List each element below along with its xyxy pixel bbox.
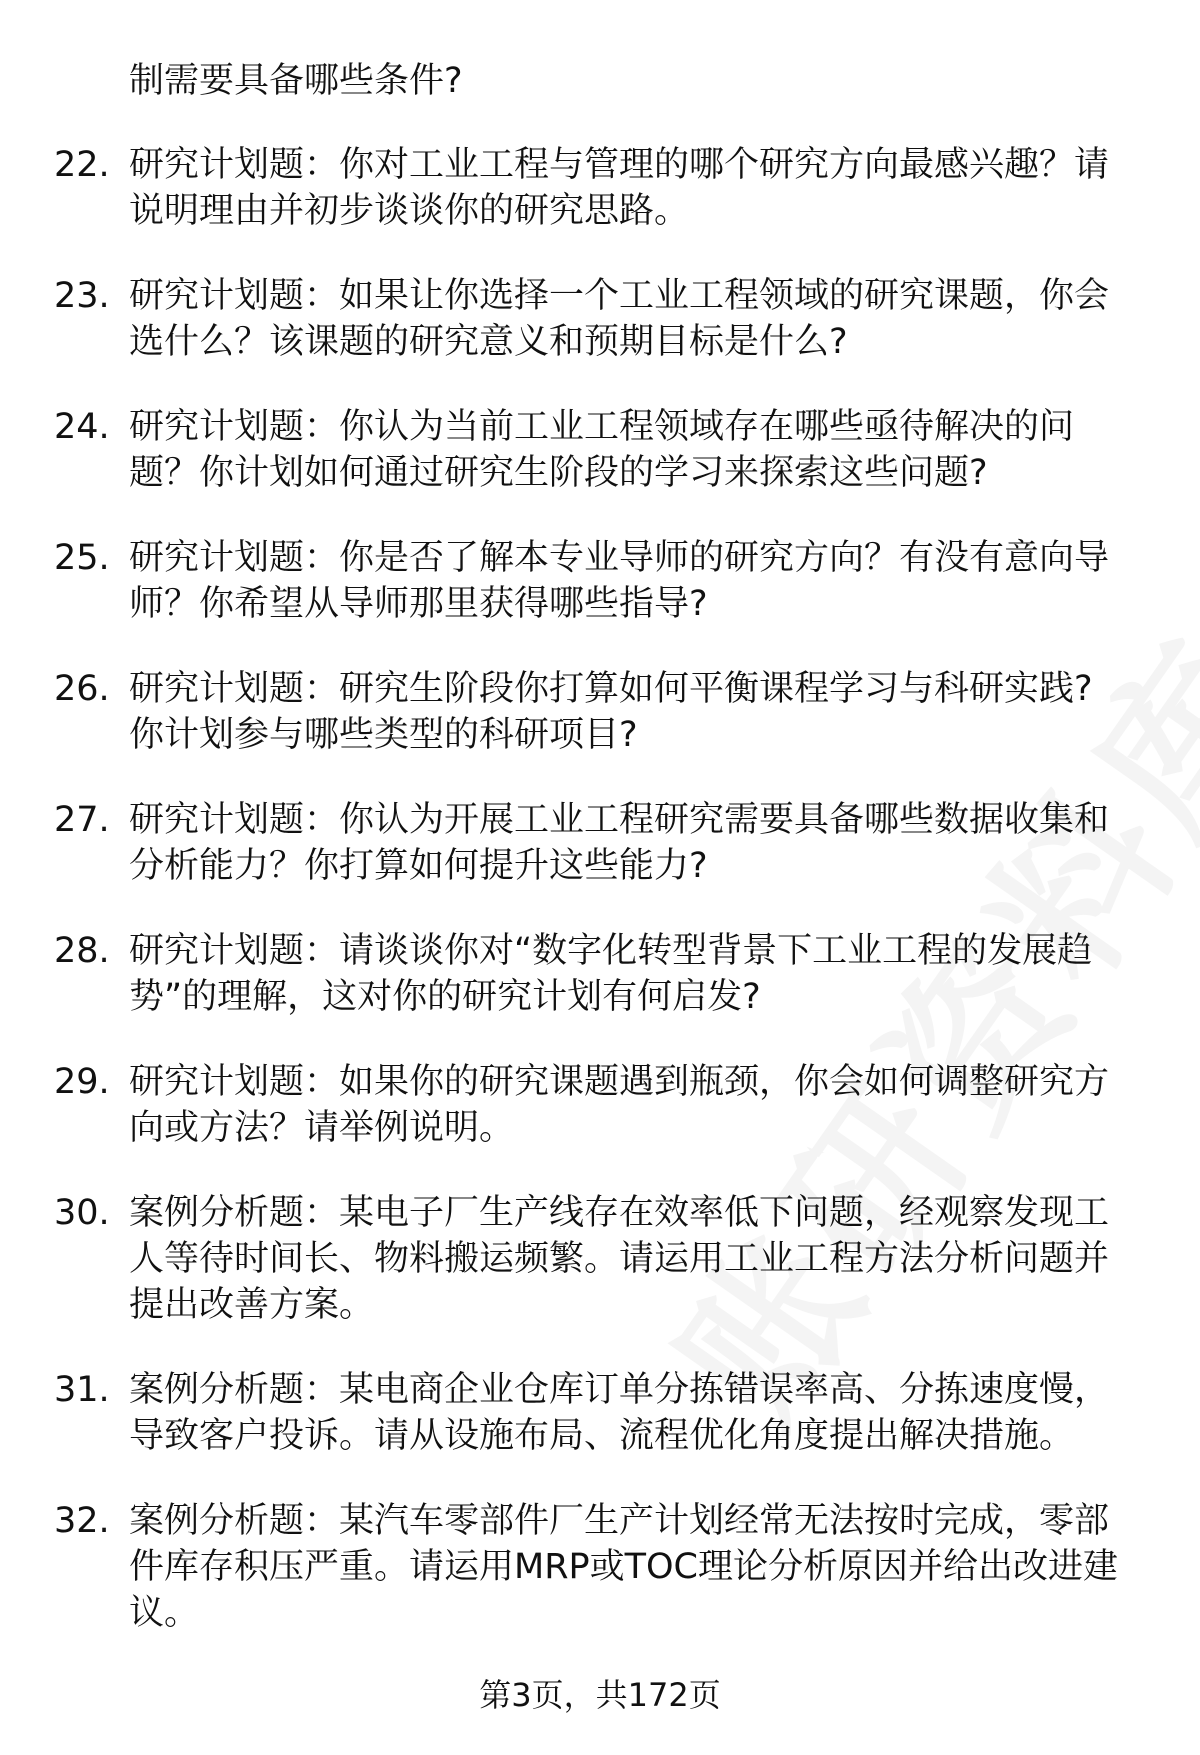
question-number: 32.: [54, 1501, 110, 1541]
question-text-line: 你计划参与哪些类型的科研项目?: [129, 715, 638, 755]
question-text-line: 导致客户投诉。请从设施布局、流程优化角度提出解决措施。: [129, 1416, 1075, 1456]
question-item: [0, 404, 1149, 496]
question-text-line: 题？你计划如何通过研究生阶段的学习来探索这些问题?: [129, 453, 988, 493]
continuation-line: 制需要具备哪些条件?: [129, 61, 463, 101]
question-item: [0, 1059, 1149, 1151]
question-text-line: 研究计划题：研究生阶段你打算如何平衡课程学习与科研实践?: [129, 669, 1093, 709]
question-text-line: 研究计划题：你是否了解本专业导师的研究方向？有没有意向导: [129, 538, 1110, 578]
question-text-line: 件库存积压严重。请运用MRP或TOC理论分析原因并给出改进建: [129, 1547, 1118, 1587]
question-text-line: 人等待时间长、物料搬运频繁。请运用工业工程方法分析问题并: [129, 1239, 1110, 1279]
page-footer: 第3页，共172页: [479, 1676, 721, 1714]
question-item: [0, 1190, 1149, 1328]
question-text-line: 提出改善方案。: [129, 1285, 375, 1325]
question-text-line: 向或方法？请举例说明。: [129, 1108, 515, 1148]
question-number: 27.: [54, 800, 110, 840]
question-item: [0, 1498, 1149, 1636]
question-text-line: 案例分析题：某汽车零部件厂生产计划经常无法按时完成，零部: [129, 1501, 1110, 1541]
question-number: 22.: [54, 145, 110, 185]
question-text-line: 说明理由并初步谈谈你的研究思路。: [129, 191, 690, 231]
question-text-line: 分析能力？你打算如何提升这些能力?: [129, 846, 708, 886]
question-text-line: 研究计划题：请谈谈你对“数字化转型背景下工业工程的发展趋: [129, 931, 1093, 971]
question-text-line: 案例分析题：某电商企业仓库订单分拣错误率高、分拣速度慢，: [129, 1370, 1110, 1410]
question-number: 30.: [54, 1193, 110, 1233]
question-item: [0, 142, 1149, 234]
question-number: 26.: [54, 669, 110, 709]
question-item: [0, 273, 1149, 365]
question-text-line: 师？你希望从导师那里获得哪些指导?: [129, 584, 708, 624]
question-item: [0, 797, 1149, 889]
question-item: [0, 928, 1149, 1020]
question-text-line: 研究计划题：你对工业工程与管理的哪个研究方向最感兴趣？请: [129, 145, 1110, 185]
question-text-line: 研究计划题：如果让你选择一个工业工程领域的研究课题，你会: [129, 276, 1110, 316]
question-text-line: 势”的理解，这对你的研究计划有何启发?: [129, 977, 761, 1017]
question-text-line: 选什么？该课题的研究意义和预期目标是什么?: [129, 322, 848, 362]
question-text-line: 案例分析题：某电子厂生产线存在效率低下问题，经观察发现工: [129, 1193, 1110, 1233]
question-text-line: 研究计划题：如果你的研究课题遇到瓶颈，你会如何调整研究方: [129, 1062, 1110, 1102]
question-text-line: 议。: [129, 1593, 200, 1633]
question-text-line: 研究计划题：你认为开展工业工程研究需要具备哪些数据收集和: [129, 800, 1110, 840]
question-item: [0, 1367, 1149, 1459]
question-number: 31.: [54, 1370, 110, 1410]
question-number: 29.: [54, 1062, 110, 1102]
question-text-line: 研究计划题：你认为当前工业工程领域存在哪些亟待解决的问: [129, 407, 1075, 447]
question-number: 28.: [54, 931, 110, 971]
question-number: 24.: [54, 407, 110, 447]
question-list: [0, 142, 1200, 1675]
question-item: [0, 666, 1149, 758]
question-number: 25.: [54, 538, 110, 578]
question-item: [0, 535, 1149, 627]
question-number: 23.: [54, 276, 110, 316]
